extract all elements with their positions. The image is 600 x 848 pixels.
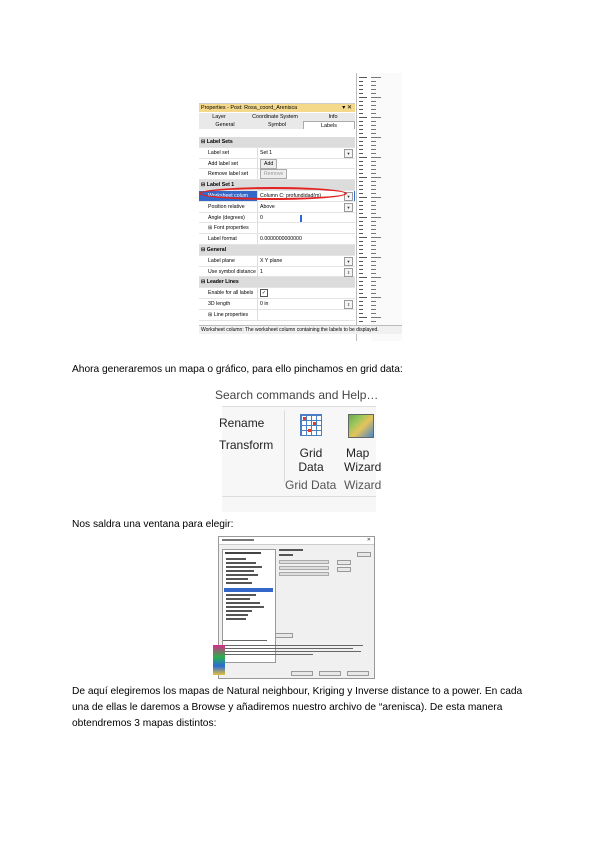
property-label: 3D length <box>208 300 231 307</box>
cancel-button[interactable] <box>347 671 369 676</box>
chevron-down-icon[interactable]: ▼ <box>344 203 353 212</box>
ruler-tick <box>371 313 376 314</box>
ruler-tick <box>359 121 363 122</box>
property-row[interactable] <box>199 310 355 321</box>
transform-button[interactable]: Transform <box>219 438 274 452</box>
ruler-tick <box>359 101 363 102</box>
dialog-title <box>222 539 254 541</box>
panel-title: Properties - Post: Rosa_coord_Arenisca <box>201 105 298 111</box>
property-grid <box>199 137 355 321</box>
ruler-tick <box>359 285 363 286</box>
rename-button[interactable]: Rename <box>219 416 265 430</box>
ruler-tick <box>359 197 367 198</box>
ruler-tick <box>359 169 363 170</box>
ruler-tick <box>359 177 367 178</box>
ruler-tick <box>371 109 376 110</box>
property-value-text: Column C: profundidad(m) <box>260 192 322 199</box>
ruler-tick <box>359 81 363 82</box>
ruler-tick <box>359 253 363 254</box>
ruler-tick <box>371 317 381 318</box>
ruler-tick <box>359 321 363 322</box>
ruler-tick <box>371 93 376 94</box>
property-row[interactable] <box>199 202 355 213</box>
ruler-tick <box>371 97 381 98</box>
ruler-tick <box>371 217 381 218</box>
ruler-tick <box>371 301 376 302</box>
ruler-tick <box>371 117 381 118</box>
ruler-tick <box>359 245 363 246</box>
ruler-tick <box>359 93 363 94</box>
property-category <box>199 277 355 288</box>
ruler-tick <box>359 129 363 130</box>
tab-general[interactable]: General <box>215 122 235 128</box>
ruler-tick <box>359 277 367 278</box>
ruler-tick <box>371 257 381 258</box>
ruler-tick <box>371 185 376 186</box>
ruler-tick <box>359 141 363 142</box>
property-row[interactable] <box>199 234 355 245</box>
tabs-row-1 <box>199 113 355 121</box>
property-value-text: Set 1 <box>260 149 273 156</box>
property-value[interactable] <box>257 223 354 233</box>
ruler-tick <box>359 217 367 218</box>
property-label: Position relative <box>208 203 245 210</box>
option-button-2[interactable] <box>337 567 351 572</box>
next-button[interactable] <box>319 671 341 676</box>
ruler-tick <box>359 181 363 182</box>
ruler-tick <box>371 161 376 162</box>
data-field-2[interactable] <box>279 566 329 570</box>
ribbon-screenshot <box>215 384 382 512</box>
ruler-tick <box>371 149 376 150</box>
group-label-grid-data: Grid Data <box>285 478 337 492</box>
ruler-tick <box>359 209 363 210</box>
highlight-ring <box>199 187 347 200</box>
property-row[interactable] <box>199 288 355 299</box>
ruler-tick <box>371 141 376 142</box>
tab-labels[interactable]: Labels <box>303 121 355 129</box>
vertical-ruler <box>356 73 371 341</box>
property-button[interactable]: Remove <box>260 169 287 179</box>
ruler-tick <box>359 237 367 238</box>
ruler-tick <box>371 133 376 134</box>
ruler-tick <box>359 77 367 78</box>
ruler-tick <box>371 177 381 178</box>
property-button[interactable]: Add <box>260 159 277 169</box>
tab-layer[interactable]: Layer <box>212 114 226 120</box>
ruler-tick <box>359 301 363 302</box>
ruler-tick <box>371 253 376 254</box>
property-value[interactable] <box>257 310 354 320</box>
group-label-wizard: Wizard <box>344 478 382 492</box>
ruler-tick <box>359 241 363 242</box>
property-category <box>199 137 355 148</box>
ruler-tick <box>371 225 376 226</box>
ruler-tick <box>371 137 381 138</box>
ruler-tick <box>359 257 367 258</box>
ruler-tick <box>371 293 376 294</box>
ruler-tick <box>371 265 376 266</box>
ruler-tick <box>359 113 363 114</box>
property-row[interactable] <box>199 267 355 278</box>
ruler-tick <box>371 101 376 102</box>
ruler-tick <box>371 249 376 250</box>
property-value[interactable] <box>257 159 354 169</box>
ruler-tick <box>371 89 376 90</box>
property-value-text: 0 in <box>260 300 269 307</box>
chevron-down-icon[interactable]: ▼ <box>344 192 353 201</box>
property-row[interactable] <box>199 299 355 310</box>
ruler-tick <box>359 317 367 318</box>
ruler-tick <box>359 109 363 110</box>
browse-button[interactable] <box>357 552 371 557</box>
ruler-tick <box>371 241 376 242</box>
property-row[interactable] <box>199 223 355 234</box>
background-map-strip <box>213 645 225 675</box>
ruler-tick <box>371 229 376 230</box>
ruler-tick <box>359 261 363 262</box>
ruler-tick <box>359 105 363 106</box>
tabs-row-2 <box>199 121 355 129</box>
tab-symbol[interactable]: Symbol <box>268 122 286 128</box>
property-row[interactable] <box>199 148 355 159</box>
property-value[interactable] <box>257 148 354 158</box>
ruler-tick <box>371 297 381 298</box>
ruler-tick <box>371 321 376 322</box>
property-label: Label format <box>208 236 237 243</box>
property-row[interactable] <box>199 256 355 267</box>
ruler-tick <box>371 221 376 222</box>
ruler-tick <box>359 137 367 138</box>
ruler-tick <box>359 265 363 266</box>
ruler-tick <box>371 261 376 262</box>
ruler-tick <box>371 233 376 234</box>
ruler-tick <box>359 229 363 230</box>
advanced-button[interactable] <box>275 633 293 638</box>
property-label: ⊞ Font properties <box>208 225 249 232</box>
ruler-tick <box>359 149 363 150</box>
ruler-tick <box>371 145 376 146</box>
ruler-tick <box>371 205 376 206</box>
ruler-tick <box>359 125 363 126</box>
ruler-tick <box>371 181 376 182</box>
ruler-tick <box>371 81 376 82</box>
property-row[interactable] <box>199 213 355 224</box>
ruler-tick <box>371 173 376 174</box>
data-field-1[interactable] <box>279 560 329 564</box>
grid-data-label-1: Grid <box>299 446 323 460</box>
ruler-tick <box>371 105 376 106</box>
status-bar <box>199 325 402 334</box>
panel-controls[interactable]: ▾ ✕ <box>342 105 352 111</box>
back-button[interactable] <box>291 671 313 676</box>
ruler-tick <box>371 113 376 114</box>
ruler-tick <box>371 289 376 290</box>
ruler-tick <box>359 85 363 86</box>
property-row[interactable] <box>199 159 355 170</box>
search-commands-box[interactable] <box>215 384 379 407</box>
ruler-tick <box>371 121 376 122</box>
property-value-text: 0.0000000000000 <box>260 236 302 243</box>
search-placeholder: Search commands and Help… <box>215 388 379 402</box>
ribbon-bottom-border <box>222 496 376 497</box>
ruler-tick <box>359 189 363 190</box>
ruler-tick <box>371 237 381 238</box>
panel-titlebar <box>199 104 355 112</box>
ruler-tick <box>359 165 363 166</box>
ruler-tick <box>371 277 381 278</box>
ruler-tick <box>359 225 363 226</box>
ruler-tick <box>371 193 376 194</box>
paragraph-window: Nos saldra una ventana para elegir: <box>72 519 234 530</box>
ruler-tick <box>359 153 363 154</box>
option-button-1[interactable] <box>337 560 351 565</box>
paragraph-map-methods: De aquí elegiremos los mapas de Natural neighbour, Kriging y Inverse distance to a power. En cada una de ellas le daremos a Browse y añadiremos nuestro archivo de “arenisca). De esta manera obtendremos 3 mapas distintos: <box>72 686 523 729</box>
ruler-tick <box>371 77 381 78</box>
ruler-tick <box>359 201 363 202</box>
ruler-tick <box>359 161 363 162</box>
chevron-down-icon[interactable]: ▼ <box>344 149 353 158</box>
status-text: Worksheet column: The worksheet column containing the labels to be displayed. <box>201 327 379 333</box>
ruler-tick <box>359 281 363 282</box>
ruler-tick <box>371 245 376 246</box>
ruler-tick <box>371 157 381 158</box>
close-icon[interactable]: ✕ <box>366 537 371 543</box>
property-value[interactable] <box>257 169 354 179</box>
spinner-icon[interactable]: ⇕ <box>344 268 353 277</box>
ruler-tick <box>371 269 376 270</box>
grid-data-icon <box>300 414 322 436</box>
ruler-tick <box>371 169 376 170</box>
ruler-tick <box>359 269 363 270</box>
property-label: Remove label set <box>208 171 249 178</box>
ruler-tick <box>359 297 367 298</box>
map-wizard-label-1: Map <box>346 446 370 460</box>
ruler-tick <box>359 185 363 186</box>
ruler-tick <box>359 221 363 222</box>
dialog-titlebar <box>219 537 374 545</box>
ruler-tick <box>359 145 363 146</box>
ruler-tick <box>371 309 376 310</box>
map-wizard-icon <box>348 414 374 438</box>
grid-data-label-2: Data <box>298 460 324 474</box>
property-label: Enable for all labels <box>208 290 254 297</box>
tab-coordinate-system[interactable]: Coordinate System <box>252 114 298 120</box>
ruler-tick <box>359 97 367 98</box>
ruler-tick <box>371 285 376 286</box>
ruler-tick <box>371 85 376 86</box>
property-row[interactable] <box>199 169 355 180</box>
ruler-tick <box>371 125 376 126</box>
chevron-down-icon[interactable]: ▼ <box>344 257 353 266</box>
ruler-tick <box>359 293 363 294</box>
ruler-tick <box>359 117 367 118</box>
property-category <box>199 245 355 256</box>
property-value[interactable] <box>257 267 354 277</box>
tab-info[interactable]: Info <box>328 114 338 120</box>
selected-method[interactable] <box>224 588 273 592</box>
ruler-tick <box>359 233 363 234</box>
ruler-tick <box>359 173 363 174</box>
vertical-ruler-secondary <box>371 73 402 341</box>
property-label: ⊟ Label Sets <box>201 139 233 145</box>
data-field-3[interactable] <box>279 572 329 576</box>
spinner-icon[interactable]: ⇕ <box>344 300 353 309</box>
ruler-tick <box>371 305 376 306</box>
ruler-tick <box>359 305 363 306</box>
properties-panel-screenshot <box>199 73 402 341</box>
angle-slider-thumb[interactable] <box>300 215 302 222</box>
ruler-tick <box>359 193 363 194</box>
property-label: ⊞ Line properties <box>208 311 249 318</box>
ruler-tick <box>359 249 363 250</box>
ruler-tick <box>371 165 376 166</box>
plot-area <box>199 73 355 104</box>
property-value[interactable] <box>257 234 354 244</box>
property-value[interactable] <box>257 299 354 309</box>
paragraph-grid-data: Ahora generaremos un mapa o gráfico, para ello pinchamos en grid data: <box>72 364 403 375</box>
property-label: Label set <box>208 149 230 156</box>
checkbox[interactable]: ✓ <box>261 289 267 296</box>
ruler-tick <box>371 209 376 210</box>
ruler-tick <box>359 157 367 158</box>
property-value-text: X Y plane <box>260 257 283 264</box>
property-value[interactable] <box>257 213 354 223</box>
property-value-text: 1 <box>260 268 263 275</box>
ruler-tick <box>371 201 376 202</box>
ruler-tick <box>359 89 363 90</box>
ruler-tick <box>371 281 376 282</box>
property-label: ⊟ General <box>201 246 227 253</box>
ruler-tick <box>359 205 363 206</box>
ruler-tick <box>371 213 376 214</box>
property-value-text: 0 <box>260 214 263 221</box>
property-label: Use symbol distance <box>208 268 256 275</box>
property-label: ⊟ Label Set 1 <box>201 182 235 189</box>
property-label: Label plane <box>208 257 235 264</box>
ruler-tick <box>359 273 363 274</box>
ruler-tick <box>371 153 376 154</box>
dialog-screenshot <box>218 536 375 679</box>
ruler-tick <box>359 213 363 214</box>
property-value[interactable] <box>257 256 354 266</box>
ribbon-separator <box>284 410 285 482</box>
ruler-tick <box>359 309 363 310</box>
property-label: Worksheet colum <box>208 192 248 199</box>
property-value[interactable] <box>257 202 354 212</box>
ruler-tick <box>371 273 376 274</box>
property-label: Add label set <box>208 160 238 167</box>
ruler-tick <box>359 133 363 134</box>
property-value-text: Above <box>260 203 275 210</box>
ruler-tick <box>371 129 376 130</box>
ruler-tick <box>371 197 381 198</box>
property-value[interactable] <box>257 288 354 298</box>
ruler-tick <box>359 289 363 290</box>
map-wizard-label-2: Wizard <box>344 460 382 474</box>
property-label: ⊟ Leader Lines <box>201 279 239 286</box>
property-label: Angle (degrees) <box>208 214 245 221</box>
ruler-tick <box>359 313 363 314</box>
ruler-tick <box>371 189 376 190</box>
